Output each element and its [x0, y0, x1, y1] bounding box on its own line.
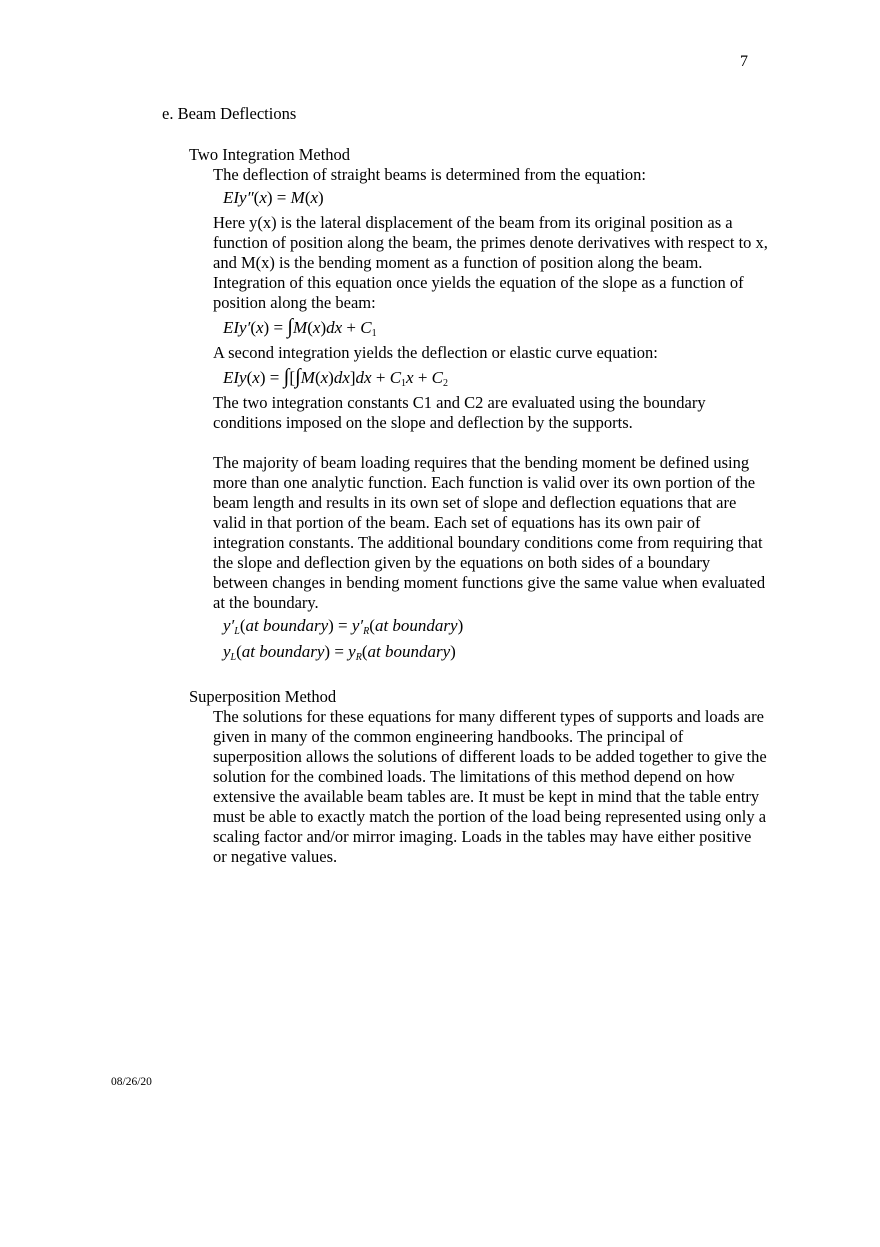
equation-deflection-boundary: $y_L(at$ boundary) = $y_R(at$ boundary) [223, 642, 456, 663]
equation-deflection: $EIy(x) = \int[\int M(x)dx]dx + C_1x + C_2$ [223, 364, 449, 389]
superposition-body [213, 707, 769, 867]
paragraph-multiple-functions: The majority of beam loading requires that the bending moment be defined using more than one analytic function. Each function is valid over its own portion of the beam length and results in its own set of slope and deflection equations that are valid in that portion of the beam. Each set of equations has its own pair of integration constants. The additional boundary conditions come from requiring that the slope and deflection given by the equations on both sides of a boundary between changes in bending moment functions give the same value when evaluated at the boundary. [213, 453, 766, 612]
section-heading: e. Beam Deflections [162, 104, 297, 123]
main-content [189, 145, 769, 867]
two-integration-heading: Two Integration Method [189, 145, 351, 164]
paragraph-constants: The two integration constants C1 and C2 are evaluated using the boundary conditions imposed on the slope and deflection by the supports. [213, 393, 706, 432]
equation-slope-boundary: $y'_L(at$ boundary) = $y'_R(at$ boundary) [223, 616, 464, 637]
superposition-heading: Superposition Method [189, 687, 337, 706]
paragraph-superposition: The solutions for these equations for many different types of supports and loads are given in many of the common engineering handbooks. The principal of superposition allows the solutions of different loads to be added together to give the solution for the combined loads. The limitations of this method depend on how extensive the available beam tables are. It must be kept in mind that the table entry must be able to exactly match the portion of the load being represented using only a scaling factor and/or mirror imaging. Loads in the tables may have either positive or negative values. [213, 707, 767, 866]
footer-date: 08/26/20 [111, 1076, 152, 1088]
intro-paragraph: The deflection of straight beams is determined from the equation: [213, 165, 646, 184]
page-number: 7 [740, 53, 748, 70]
paragraph-second-integration: A second integration yields the deflection or elastic curve equation: [213, 343, 658, 362]
two-integration-body [213, 165, 769, 663]
equation-moment: EIy″(x) = M(x) [223, 188, 324, 207]
paragraph-definitions: Here y(x) is the lateral displacement of the beam from its original position as a function of position along the beam, the primes denote derivatives with respect to x, and M(x) is the bending moment as a function of position along the beam. Integration of this equation once yields the equation of the slope as a function of position along the beam: [213, 213, 768, 312]
equation-slope: $EIy'(x) = \int M(x)dx + C_1$ [223, 314, 377, 339]
